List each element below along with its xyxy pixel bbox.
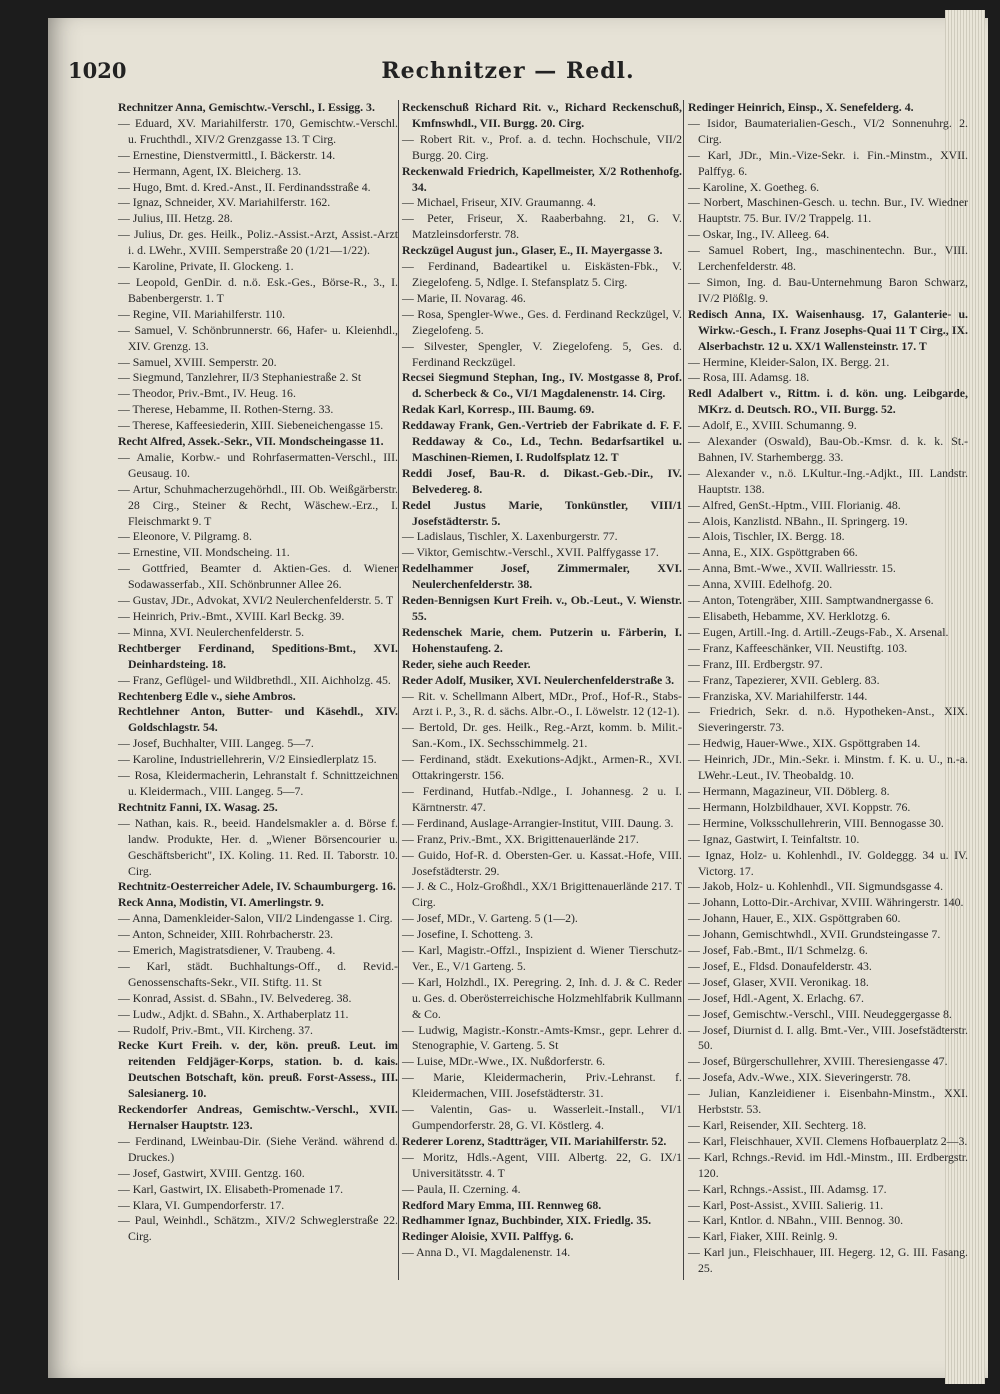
directory-entry: Redford Mary Emma, III. Rennweg 68. [402, 1197, 602, 1212]
directory-entry: — Bertold, Dr. ges. Heilk., Reg.-Arzt, komm. b. Milit.-San.-Kom., IX. Sechsschimmelg. 21. [402, 720, 682, 751]
column-divider-1 [398, 100, 399, 1280]
column-2 [402, 100, 682, 1261]
directory-entry: — Alexander v., n.ö. LKultur.-Ing.-Adjkt., III. Landstr. Hauptstr. 138. [688, 465, 968, 496]
directory-entry: — Peter, Friseur, X. Raaberbahng. 21, G. V. Matzleinsdorferstr. 78. [402, 211, 682, 242]
directory-entry: — Michael, Friseur, XIV. Graumanng. 4. [402, 195, 596, 210]
directory-entry: — Alfred, GenSt.-Hptm., VIII. Florianig. 48. [688, 497, 901, 512]
directory-entry: — Hermine, Kleider-Salon, IX. Bergg. 21. [688, 354, 890, 369]
directory-entry: — Simon, Ing. d. Bau-Unternehmung Baron Schwarz, IV/2 Plößlg. 9. [688, 274, 968, 305]
directory-entry: — Alois, Tischler, IX. Bergg. 18. [688, 529, 845, 544]
directory-entry: — Norbert, Maschinen-Gesch. u. techn. Bur., IV. Wiedner Hauptstr. 75. Bur. IV/2 Trappelg. 11. [688, 195, 968, 226]
directory-entry: — Josef, Fab.-Bmt., II/1 Schmelzg. 6. [688, 943, 868, 958]
directory-entry: Redak Karl, Korresp., III. Baumg. 69. [402, 402, 595, 417]
directory-entry: Redisch Anna, IX. Waisenhausg. 17, Galanterie- u. Wirkw.-Gesch., I. Franz Josephs-Quai 11 T Cirg., IX. Alserbachstr. 12 u. XX/1 Wallensteinstr. 17. T [688, 306, 968, 353]
directory-entry: — Guido, Hof-R. d. Obersten-Ger. u. Kassat.-Hofe, VIII. Josefstädterstr. 29. [402, 847, 682, 878]
directory-entry: — Anna, XVIII. Edelhofg. 20. [688, 577, 833, 592]
directory-entry: Rechtenberg Edle v., siehe Ambros. [118, 688, 296, 703]
directory-entry: — Franz, Tapezierer, XVII. Geblerg. 83. [688, 672, 880, 687]
directory-entry: — Ignaz, Holz- u. Kohlenhdl., IV. Goldeggg. 34 u. IV. Victorg. 17. [688, 847, 968, 878]
directory-entry: — Paul, Weinhdl., Schätzm., XIV/2 Schweglerstraße 22. Cirg. [118, 1213, 398, 1244]
directory-entry: — Josef, Gemischtw.-Verschl., VIII. Neudeggergasse 8. [688, 1006, 952, 1021]
directory-entry: — Josef, Diurnist d. I. allg. Bmt.-Ver., VIII. Josefstädterstr. 50. [688, 1022, 968, 1053]
directory-entry: — Amalie, Korbw.- und Rohrfasermatten-Verschl., III. Geusaug. 10. [118, 449, 398, 480]
directory-entry: — Josefine, I. Schotteng. 3. [402, 927, 534, 942]
directory-entry: — Adolf, E., XVIII. Schumanng. 9. [688, 418, 857, 433]
directory-entry: — Silvester, Spengler, V. Ziegelofeng. 5, Ges. d. Ferdinand Reckzügel. [402, 338, 682, 369]
directory-entry: — Luise, MDr.-Wwe., IX. Nußdorferstr. 6. [402, 1054, 606, 1069]
directory-entry: — Viktor, Gemischtw.-Verschl., XVII. Palffygasse 17. [402, 545, 659, 560]
directory-entry: — Hermann, Agent, IX. Bleicherg. 13. [118, 163, 302, 178]
directory-entry: — Rudolf, Priv.-Bmt., VII. Kircheng. 37. [118, 1022, 313, 1037]
directory-entry: — Josef, MDr., V. Garteng. 5 (1—2). [402, 911, 578, 926]
directory-entry: — Ernestine, Dienstvermittl., I. Bäckerstr. 14. [118, 147, 336, 162]
directory-entry: — Anna, E., XIX. Gspöttgraben 66. [688, 545, 858, 560]
directory-entry: — Josef, Hdl.-Agent, X. Erlachg. 67. [688, 990, 864, 1005]
directory-entry: — Nathan, kais. R., beeid. Handelsmakler a. d. Börse f. landw. Produkte, Her. d. „Wiener Börsencourier u. Geschäftsbericht", IX. Koling. 11. Red. II. Taborstr. 10. Cirg. [118, 815, 398, 878]
directory-entry: — Ignaz, Gastwirt, I. Teinfaltstr. 10. [688, 831, 860, 846]
directory-entry: — Julian, Kanzleidiener i. Eisenbahn-Minstm., XXI. Herbststr. 53. [688, 1086, 968, 1117]
directory-entry: — Josef, Bürgerschullehrer, XVIII. Theresiengasse 47. [688, 1054, 948, 1069]
directory-entry: — Franziska, XV. Mariahilferstr. 144. [688, 688, 868, 703]
directory-entry: — Leopold, GenDir. d. n.ö. Esk.-Ges., Börse-R., 3., I. Babenbergerstr. 1. T [118, 274, 398, 305]
directory-entry: — Robert Rit. v., Prof. a. d. techn. Hochschule, VII/2 Burgg. 20. Cirg. [402, 131, 682, 162]
directory-entry: — Karl, Rchngs.-Revid. im Hdl.-Minstm., III. Erdbergstr. 120. [688, 1149, 968, 1180]
directory-entry: Reckenwald Friedrich, Kapellmeister, X/2 Rothenhofg. 34. [402, 163, 682, 194]
directory-entry: — Ferdinand, Badeartikel u. Eiskästen-Fbk., V. Ziegelofeng. 5, Ndlge. I. Stefansplatz 5. Cirg. [402, 259, 682, 289]
directory-entry: — Franz, III. Erdbergstr. 97. [688, 656, 823, 671]
directory-entry: — Ludw., Adjkt. d. SBahn., X. Arthaberplatz 11. [118, 1006, 349, 1021]
directory-entry: — Karl, Fiaker, XIII. Reinlg. 9. [688, 1229, 838, 1244]
directory-entry: Redinger Heinrich, Einsp., X. Senefelderg. 4. [688, 100, 914, 114]
directory-entry: Reckendorfer Andreas, Gemischtw.-Verschl., XVII. Hernalser Hauptstr. 123. [118, 1102, 398, 1132]
directory-entry: Redhammer Ignaz, Buchbinder, XIX. Friedlg. 35. [402, 1213, 652, 1228]
directory-entry: — Karl, städt. Buchhaltungs-Off., d. Revid.-Genossenschafts-Sekr., VII. Stiftg. 11. St [118, 958, 398, 989]
directory-entry: — Josef, Glaser, XVII. Veronikag. 18. [688, 974, 869, 989]
directory-entry: — Heinrich, JDr., Min.-Sekr. i. Minstm. f. K. u. U., n.-a. LWehr.-Leut., IV. Theobaldg. 10. [688, 752, 968, 783]
directory-entry: — Anna, Bmt.-Wwe., XVII. Wallriesstr. 15. [688, 561, 896, 576]
directory-entry: — Anton, Totengräber, XIII. Samptwandnergasse 6. [688, 593, 934, 608]
directory-entry: Reckzügel August jun., Glaser, E., II. Mayergasse 3. [402, 243, 663, 258]
directory-entry: — Hermine, Volksschullehrerin, VIII. Bennogasse 30. [688, 815, 944, 830]
directory-entry: — Eugen, Artill.-Ing. d. Artill.-Zeugs-Fab., X. Arsenal. [688, 624, 949, 639]
directory-entry: Rechtlehner Anton, Butter- und Käsehdl., XIV. Goldschlagstr. 54. [118, 704, 398, 735]
directory-entry: — Artur, Schuhmacherzugehörhdl., III. Ob. Weißgärberstr. 28 Cirg., Steiner & Recht, Wäschew.-Erz., I. Fleischmarkt 9. T [118, 481, 398, 528]
directory-entry: — Ferdinand, Auslage-Arrangier-Institut, VIII. Daung. 3. [402, 815, 674, 830]
directory-entry: — Franz, Kaffeeschänker, VII. Neustiftg. 103. [688, 640, 908, 655]
directory-entry: — Karl, Gastwirt, IX. Elisabeth-Promenade 17. [118, 1181, 344, 1196]
directory-entry: Rechtberger Ferdinand, Speditions-Bmt., XVI. Deinhardsteing. 18. [118, 640, 398, 671]
directory-entry: Recke Kurt Freih. v. der, kön. preuß. Leut. im reitenden Feldjäger-Korps, station. b. d. kais. Deutschen Botschaft, kön. preuß. Forst-Assess., III. Salesianerg. 10. [118, 1038, 398, 1101]
directory-entry: — Regine, VII. Mariahilferstr. 110. [118, 306, 286, 321]
directory-entry: — Karl, Kntlor. d. NBahn., VIII. Bennog. 30. [688, 1213, 904, 1228]
directory-entry: — Josef, Buchhalter, VIII. Langeg. 5—7. [118, 736, 314, 751]
column-divider-2 [683, 100, 684, 1280]
directory-entry: Recsei Siegmund Stephan, Ing., IV. Mostgasse 8, Prof. d. Scherbeck & Co., VI/1 Magdalenenstr. 14. Cirg. [402, 370, 682, 401]
directory-entry: — Karl, Magistr.-Offzl., Inspizient d. Wiener Tierschutz-Ver., E., V/1 Garteng. 5. [402, 943, 682, 973]
directory-entry: — Siegmund, Tanzlehrer, II/3 Stephaniestraße 2. St [118, 370, 362, 385]
directory-entry: — Marie, II. Novarag. 46. [402, 290, 526, 305]
directory-entry: — Samuel, XVIII. Semperstr. 20. [118, 354, 277, 369]
directory-entry: — Marie, Kleidermacherin, Priv.-Lehranst. f. Kleidermachen, VIII. Josefstädterstr. 31. [402, 1070, 682, 1101]
directory-entry: — Karl, Post-Assist., XVIII. Salierig. 11. [688, 1197, 884, 1212]
directory-entry: — Samuel, V. Schönbrunnerstr. 66, Hafer- u. Kleienhdl., XIV. Grenzg. 13. [118, 322, 398, 353]
directory-entry: Redinger Aloisie, XVII. Palffyg. 6. [402, 1229, 574, 1244]
directory-entry: — Hermann, Magazineur, VII. Döblerg. 8. [688, 783, 890, 798]
directory-entry: Recht Alfred, Assek.-Sekr., VII. Mondscheingasse 11. [118, 434, 384, 449]
directory-entry: — Ferdinand, städt. Exekutions-Adjkt., Armen-R., XVI. Ottakringerstr. 156. [402, 752, 682, 783]
directory-entry: — Alois, Kanzlistd. NBahn., II. Springerg. 19. [688, 513, 908, 528]
directory-entry: — Friedrich, Sekr. d. n.ö. Hypotheken-Anst., XIX. Sieveringerstr. 73. [688, 704, 968, 735]
directory-entry: — Anton, Schneider, XIII. Rohrbacherstr. 23. [118, 927, 334, 942]
directory-entry: Reck Anna, Modistin, VI. Amerlingstr. 9. [118, 895, 324, 910]
directory-entry: — Rosa, III. Adamsg. 18. [688, 370, 810, 385]
directory-entry: — Rit. v. Schellmann Albert, MDr., Prof., Hof-R., Stabs-Arzt i. P., 3., R. d. sächs. Albr.-O., I. Löwelstr. 12 (12-1). [402, 688, 682, 719]
directory-entry: — Jakob, Holz- u. Kohlenhdl., VII. Sigmundsgasse 4. [688, 879, 944, 894]
directory-entry: — Karl, Fleischhauer, XVII. Clemens Hofbauerplatz 2—3. [688, 1133, 968, 1148]
directory-entry: Rederer Lorenz, Stadtträger, VII. Mariahilferstr. 52. [402, 1133, 667, 1148]
directory-entry: — Anna D., VI. Magdalenenstr. 14. [402, 1245, 571, 1260]
page-number: 1020 [68, 58, 127, 83]
page-header [68, 58, 958, 98]
directory-entry: — Rosa, Spengler-Wwe., Ges. d. Ferdinand Reckzügel, V. Ziegelofeng. 5. [402, 306, 682, 337]
directory-entry: — Karoline, Industriellehrerin, V/2 Einsiedlerplatz 15. [118, 752, 377, 767]
directory-entry: — Ignaz, Schneider, XV. Mariahilferstr. 162. [118, 195, 331, 210]
directory-entry: — Karl, JDr., Min.-Vize-Sekr. i. Fin.-Minstm., XVII. Palffyg. 6. [688, 147, 968, 178]
directory-entry: — Ferdinand, LWeinbau-Dir. (Siehe Veränd. während d. Druckes.) [118, 1133, 398, 1164]
directory-entry: — Josefa, Adv.-Wwe., XIX. Sieveringerstr. 78. [688, 1070, 911, 1085]
directory-entry: — Therese, Kaffeesiederin, XIII. Siebeneichengasse 15. [118, 418, 384, 433]
directory-entry: Redel Justus Marie, Tonkünstler, VIII/1 Josefstädterstr. 5. [402, 497, 682, 528]
directory-entry: — Heinrich, Priv.-Bmt., XVIII. Karl Beckg. 39. [118, 609, 345, 623]
directory-entry: — Ludwig, Magistr.-Konstr.-Amts-Kmsr., gepr. Lehrer d. Stenographie, V. Garteng. 5. St [402, 1022, 682, 1053]
directory-entry: — Eleonore, V. Pilgramg. 8. [118, 529, 252, 544]
directory-entry: — Karoline, Private, II. Glockeng. 1. [118, 259, 294, 274]
directory-entry: Reddaway Frank, Gen.-Vertrieb der Fabrikate d. F. F. Reddaway & Co., Ld., Techn. Bedarfsartikel u. Maschinen-Riemen, I. Rudolfsplatz 12. T [402, 418, 682, 464]
directory-entry: — Franz, Geflügel- und Wildbrethdl., XII. Aichholzg. 45. [118, 672, 391, 687]
running-head: Rechnitzer — Redl. [381, 58, 635, 84]
directory-entry: Redenschek Marie, chem. Putzerin u. Färberin, I. Hohenstaufeng. 2. [402, 624, 682, 655]
directory-entry: — Theodor, Priv.-Bmt., IV. Heug. 16. [118, 386, 296, 401]
directory-entry: — Hermann, Holzbildhauer, XVI. Koppstr. 76. [688, 799, 911, 814]
directory-entry: — Karl, Rchngs.-Assist., III. Adamsg. 17. [688, 1181, 887, 1196]
directory-entry: Redl Adalbert v., Rittm. i. d. kön. ung. Leibgarde, MKrz. d. Deutsch. RO., VII. Burgg. 52. [688, 386, 968, 417]
directory-entry: — Oskar, Ing., IV. Alleeg. 64. [688, 227, 830, 242]
directory-entry: — Hedwig, Hauer-Wwe., XIX. Gspöttgraben 14. [688, 736, 921, 751]
directory-entry: — Samuel Robert, Ing., maschinentechn. Bur., VIII. Lerchenfelderstr. 48. [688, 243, 968, 274]
column-3 [688, 100, 968, 1277]
directory-entry: — Johann, Lotto-Dir.-Archivar, XVIII. Währingerstr. 140. [688, 895, 964, 910]
directory-entry: Reder Adolf, Musiker, XVI. Neulerchenfelderstraße 3. [402, 672, 675, 687]
column-1 [118, 100, 398, 1245]
directory-entry: — Anna, Damenkleider-Salon, VII/2 Lindengasse 1. Cirg. [118, 911, 393, 926]
directory-entry: — Julius, Dr. ges. Heilk., Poliz.-Assist.-Arzt, Assist.-Arzt i. d. LWehr., XVIII. Semperstraße 20 (1/21—1/22). [118, 227, 398, 258]
directory-entry: Reden-Bennigsen Kurt Freih. v., Ob.-Leut., V. Wienstr. 55. [402, 593, 682, 623]
directory-entry: — Rosa, Kleidermacherin, Lehranstalt f. Schnittzeichnen u. Kleidermach., VIII. Langeg. 5—7. [118, 768, 398, 798]
directory-entry: Reckenschuß Richard Rit. v., Richard Reckenschuß, Kmfnswhdl., VII. Burgg. 20. Cirg. [402, 100, 682, 130]
directory-entry: — Emerich, Magistratsdiener, V. Traubeng. 4. [118, 943, 336, 958]
directory-entry: — Klara, VI. Gumpendorferstr. 17. [118, 1197, 285, 1212]
directory-entry: Reddi Josef, Bau-R. d. Dikast.-Geb.-Dir., IV. Belvedereg. 8. [402, 465, 682, 496]
directory-entry: — Ladislaus, Tischler, X. Laxenburgerstr. 77. [402, 529, 618, 544]
directory-entry: Rechtnitz Fanni, IX. Wasag. 25. [118, 799, 278, 814]
directory-entry: — Hugo, Bmt. d. Kred.-Anst., II. Ferdinandsstraße 4. [118, 179, 371, 194]
directory-entry: — Julius, III. Hetzg. 28. [118, 211, 233, 226]
directory-entry: — Josef, E., Fldsd. Donaufelderstr. 43. [688, 958, 872, 973]
directory-entry: — Ferdinand, Hutfab.-Ndlge., I. Johannesg. 2 u. I. Kärntnerstr. 47. [402, 783, 682, 814]
directory-entry: Redelhammer Josef, Zimmermaler, XVI. Neulerchenfelderstr. 38. [402, 561, 682, 592]
directory-entry: — Karl jun., Fleischhauer, III. Hegerg. 12, G. III. Fasang. 25. [688, 1245, 968, 1276]
directory-entry: — Minna, XVI. Neulerchenfelderstr. 5. [118, 624, 305, 639]
directory-entry: Rechnitzer Anna, Gemischtw.-Verschl., I. Essigg. 3. [118, 100, 375, 114]
directory-entry: — Ernestine, VII. Mondscheing. 11. [118, 545, 290, 560]
directory-entry: — Alexander (Oswald), Bau-Ob.-Kmsr. d. k. k. St.-Bahnen, IV. Starhembergg. 33. [688, 434, 968, 464]
directory-entry: — Eduard, XV. Mariahilferstr. 170, Gemischtw.-Verschl. u. Fruchthdl., XIV/2 Grenzgasse 13. T Cirg. [118, 115, 398, 146]
directory-entry: — Isidor, Baumaterialien-Gesch., VI/2 Sonnenuhrg. 2. Cirg. [688, 115, 968, 146]
directory-entry: Rechtnitz-Oesterreicher Adele, IV. Schaumburgerg. 16. [118, 879, 396, 894]
directory-entry: — Konrad, Assist. d. SBahn., IV. Belvedereg. 38. [118, 990, 352, 1005]
directory-entry: — Paula, II. Czerning. 4. [402, 1181, 521, 1196]
directory-entry: Reder, siehe auch Reeder. [402, 656, 531, 671]
directory-entry: — Karl, Holzhdl., IX. Peregring. 2, Inh. d. J. & C. Reder u. Ges. d. Oberösterreichische Holzmehlfabrik Kullmann & Co. [402, 974, 682, 1021]
directory-entry: — Gottfried, Beamter d. Aktien-Ges. d. Wiener Sodawasserfab., XII. Schönbrunner Allee 26. [118, 561, 398, 592]
directory-entry: — Franz, Priv.-Bmt., XX. Brigittenauerlände 217. [402, 831, 639, 846]
directory-entry: — Valentin, Gas- u. Wasserleit.-Install., VI/1 Gumpendorferstr. 28, G. VI. Köstlerg. 4. [402, 1102, 682, 1132]
directory-entry: — Johann, Hauer, E., XIX. Gspöttgraben 60. [688, 911, 901, 926]
directory-entry: — J. & C., Holz-Großhdl., XX/1 Brigittenauerlände 217. T Cirg. [402, 879, 682, 910]
directory-entry: — Karl, Reisender, XII. Sechterg. 18. [688, 1118, 867, 1132]
directory-entry: — Moritz, Hdls.-Agent, VIII. Albertg. 22, G. IX/1 Universitätsstr. 4. T [402, 1149, 682, 1180]
directory-entry: — Karoline, X. Goetheg. 6. [688, 179, 820, 194]
directory-entry: — Elisabeth, Hebamme, XV. Herklotzg. 6. [688, 609, 891, 623]
directory-entry: — Therese, Hebamme, II. Rothen-Sterng. 33. [118, 402, 334, 417]
directory-entry: — Johann, Gemischtwhdl., XVII. Grundsteingasse 7. [688, 927, 941, 942]
directory-entry: — Josef, Gastwirt, XVIII. Gentzg. 160. [118, 1165, 305, 1180]
directory-entry: — Gustav, JDr., Advokat, XVI/2 Neulerchenfelderstr. 5. T [118, 593, 394, 608]
